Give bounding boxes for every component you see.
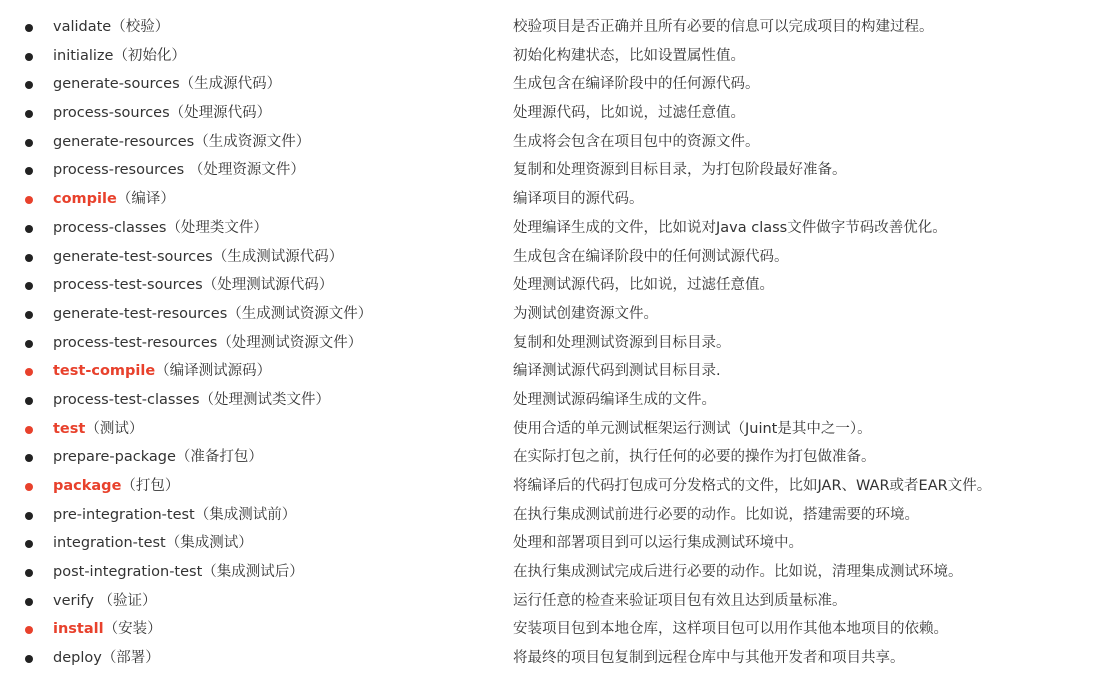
phase-name-zh: （处理测试源代码）	[202, 277, 334, 294]
phase-name	[53, 185, 175, 214]
bullet-icon	[25, 167, 33, 175]
bullet-icon	[25, 397, 33, 405]
bullet-icon	[25, 225, 33, 233]
phase-name-en: deploy	[53, 650, 102, 667]
bullet-icon	[25, 626, 33, 634]
phase-row	[0, 558, 1114, 587]
phase-name-zh: （处理资源文件）	[184, 162, 305, 179]
phase-description: 运行任意的检查来验证项目包有效且达到质量标准。	[513, 592, 847, 609]
phase-name	[53, 214, 268, 243]
bullet-icon	[25, 483, 33, 491]
phase-name	[53, 644, 160, 673]
phase-name-zh: （校验）	[111, 19, 170, 35]
bullet-icon	[25, 426, 33, 434]
phase-name-zh: （生成测试源代码）	[212, 248, 344, 265]
phase-row	[0, 472, 1114, 501]
bullet-icon	[25, 196, 33, 204]
phase-row	[0, 128, 1114, 157]
phase-name-en: verify	[53, 592, 94, 609]
phase-name-zh: （验证）	[93, 592, 157, 609]
phase-row	[0, 13, 1114, 42]
phase-description: 处理编译生成的文件，比如说对Java class文件做字节码改善优化。	[513, 219, 947, 236]
bullet-icon	[25, 368, 33, 376]
bullet-icon	[25, 311, 33, 319]
bullet-icon	[25, 81, 33, 89]
phase-description: 生成将会包含在项目包中的资源文件。	[513, 133, 760, 150]
phase-row	[0, 501, 1114, 530]
phase-name-en: generate-test-resources	[53, 305, 228, 322]
phase-name-zh: （集成测试后）	[202, 564, 304, 581]
phase-name-en: validate	[53, 19, 112, 35]
phase-name	[53, 472, 179, 501]
phase-row	[0, 243, 1114, 272]
phase-name-zh: （生成源代码）	[179, 76, 282, 93]
phase-name-en: package	[53, 478, 122, 494]
bullet-icon	[25, 139, 33, 147]
phase-name	[53, 615, 162, 644]
phase-name-zh: （处理源代码）	[169, 105, 272, 122]
phase-name-en: pre-integration-test	[53, 506, 195, 523]
phase-name-en: compile	[53, 191, 117, 208]
phase-description: 复制和处理资源到目标目录，为打包阶段最好准备。	[513, 162, 847, 179]
phase-description: 校验项目是否正确并且所有必要的信息可以完成项目的构建过程。	[513, 19, 934, 35]
phase-name-en: generate-sources	[53, 76, 180, 93]
phase-name	[53, 70, 281, 99]
phase-description: 使用合适的单元测试框架运行测试（Juint是其中之一）。	[513, 420, 872, 437]
phase-description: 在执行集成测试完成后进行必要的动作。比如说，清理集成测试环境。	[513, 564, 963, 581]
phase-row	[0, 386, 1114, 415]
phase-name-en: test	[53, 420, 86, 437]
phase-name	[53, 99, 271, 128]
bullet-icon	[25, 569, 33, 577]
phase-description: 为测试创建资源文件。	[513, 305, 658, 322]
phase-name-en: test-compile	[53, 363, 156, 380]
phase-row	[0, 529, 1114, 558]
phase-description: 初始化构建状态，比如设置属性值。	[513, 47, 745, 64]
phase-name-en: process-test-resources	[53, 334, 218, 351]
phase-name	[53, 357, 271, 386]
phase-name-en: post-integration-test	[53, 564, 203, 581]
phase-description: 将编译后的代码打包成可分发格式的文件，比如JAR、WAR或者EAR文件。	[513, 478, 992, 494]
phase-description: 在实际打包之前，执行任何的必要的操作为打包做准备。	[513, 449, 876, 466]
phase-row	[0, 271, 1114, 300]
lifecycle-phase-list	[0, 13, 1114, 673]
phase-description: 处理源代码，比如说，过滤任意值。	[513, 105, 745, 122]
phase-name-zh: （生成资源文件）	[194, 133, 311, 150]
phase-name-zh: （部署）	[101, 650, 160, 667]
phase-row	[0, 42, 1114, 71]
phase-name-en: process-resources	[53, 162, 185, 179]
phase-name-zh: （生成测试资源文件）	[227, 305, 373, 322]
phase-description: 生成包含在编译阶段中的任何源代码。	[513, 76, 760, 93]
phase-name-en: process-test-sources	[53, 277, 203, 294]
phase-description: 编译项目的源代码。	[513, 191, 644, 208]
phase-name-zh: （编译）	[116, 191, 175, 208]
phase-description: 处理测试源代码，比如说，过滤任意值。	[513, 277, 774, 294]
bullet-icon	[25, 254, 33, 262]
phase-row	[0, 214, 1114, 243]
phase-name-en: process-test-classes	[53, 391, 200, 408]
phase-name-zh: （安装）	[103, 621, 162, 638]
bullet-icon	[25, 282, 33, 290]
phase-description: 将最终的项目包复制到远程仓库中与其他开发者和项目共享。	[513, 650, 905, 667]
phase-name-zh: （测试）	[85, 420, 144, 437]
phase-name-zh: （集成测试前）	[194, 506, 297, 523]
bullet-icon	[25, 24, 33, 32]
bullet-icon	[25, 53, 33, 61]
phase-name	[53, 271, 333, 300]
phase-description: 在执行集成测试前进行必要的动作。比如说，搭建需要的环境。	[513, 506, 919, 523]
phase-description: 编译测试源代码到测试目标目录.	[513, 363, 721, 380]
phase-name-zh: （集成测试）	[165, 535, 253, 552]
phase-name-en: prepare-package	[53, 449, 176, 466]
phase-name	[53, 13, 169, 42]
phase-name-zh: （准备打包）	[175, 449, 263, 466]
phase-name-en: process-sources	[53, 105, 170, 122]
phase-description: 生成包含在编译阶段中的任何测试源代码。	[513, 248, 789, 265]
phase-row	[0, 300, 1114, 329]
phase-row	[0, 70, 1114, 99]
phase-name	[53, 42, 186, 71]
phase-row	[0, 156, 1114, 185]
phase-name-zh: （初始化）	[113, 47, 186, 64]
phase-row	[0, 443, 1114, 472]
phase-description: 安装项目包到本地仓库，这样项目包可以用作其他本地项目的依赖。	[513, 621, 948, 638]
bullet-icon	[25, 110, 33, 118]
phase-name	[53, 329, 362, 358]
phase-name	[53, 529, 253, 558]
phase-name-zh: （处理类文件）	[166, 219, 268, 236]
phase-name-zh: （处理测试资源文件）	[217, 334, 363, 351]
phase-name-zh: （处理测试类文件）	[199, 391, 331, 408]
phase-name-en: install	[53, 621, 104, 638]
phase-row	[0, 415, 1114, 444]
phase-row	[0, 644, 1114, 673]
phase-row	[0, 357, 1114, 386]
phase-row	[0, 99, 1114, 128]
phase-row	[0, 615, 1114, 644]
bullet-icon	[25, 454, 33, 462]
phase-description: 处理测试源码编译生成的文件。	[513, 391, 716, 408]
phase-name	[53, 443, 263, 472]
phase-name	[53, 243, 343, 272]
phase-row	[0, 587, 1114, 616]
phase-name-en: initialize	[53, 47, 114, 64]
bullet-icon	[25, 655, 33, 663]
bullet-icon	[25, 512, 33, 520]
bullet-icon	[25, 540, 33, 548]
phase-name-en: generate-test-sources	[53, 248, 213, 265]
phase-name-zh: （编译测试源码）	[155, 363, 272, 380]
bullet-icon	[25, 598, 33, 606]
phase-description: 处理和部署项目到可以运行集成测试环境中。	[513, 535, 803, 552]
phase-name-en: integration-test	[53, 535, 166, 552]
phase-name	[53, 386, 330, 415]
phase-name	[53, 300, 372, 329]
phase-name	[53, 587, 157, 616]
phase-name	[53, 415, 143, 444]
phase-row	[0, 329, 1114, 358]
phase-name-en: process-classes	[53, 219, 167, 236]
phase-name	[53, 501, 296, 530]
phase-name	[53, 128, 310, 157]
phase-name	[53, 156, 305, 185]
phase-name	[53, 558, 304, 587]
phase-name-zh: （打包）	[121, 478, 180, 494]
phase-name-en: generate-resources	[53, 133, 195, 150]
phase-description: 复制和处理测试资源到目标目录。	[513, 334, 731, 351]
phase-row	[0, 185, 1114, 214]
bullet-icon	[25, 340, 33, 348]
